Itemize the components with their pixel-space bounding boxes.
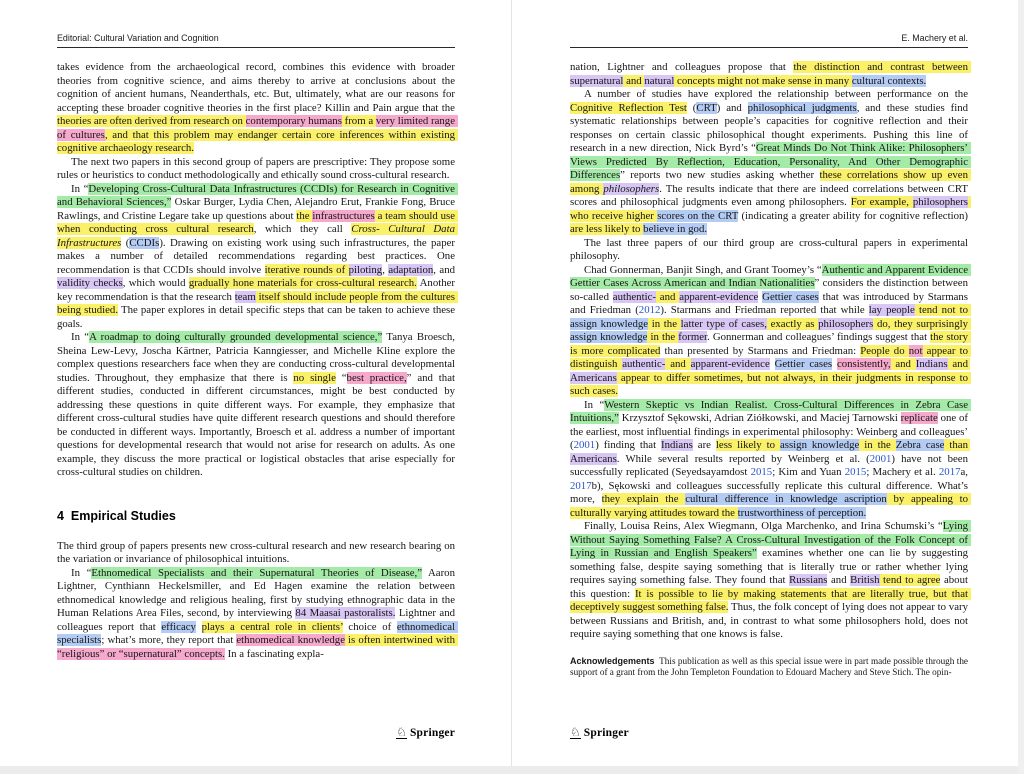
highlighted-text: authentic-	[622, 358, 666, 370]
highlighted-text: cultural difference in knowledge ascription	[685, 493, 887, 505]
text-run: In a fascinating expla-	[224, 647, 324, 660]
highlighted-text: supernatural	[570, 74, 624, 87]
text-run: Tanya Broesch, Sheina Lew-Levy, Joscha Kärtner, Patricia Kanngiesser, and Michelle Kline explore the complex questions researchers face when they are conducting cross-cultural developmental studies. Throughout, they emphasize that there is	[57, 331, 458, 384]
text-run: The next two papers in this second group of papers are prescriptive: They propose some rules or heuristics to conduct methodologically and ethically sound cross-cultural research.	[57, 155, 458, 181]
highlighted-text: and	[655, 290, 680, 303]
text-run: ,	[382, 263, 389, 276]
text-run: The last three papers of our third group are cross-cultural papers in experimental philosophy.	[570, 236, 971, 262]
highlighted-text: very limited range of cultures	[57, 115, 458, 141]
highlighted-text: they explain the	[601, 493, 686, 505]
text-run: Chad Gonnerman, Banjit Singh, and Grant Toomey’s “	[584, 263, 822, 276]
page-right	[512, 0, 1024, 774]
text-run: “	[335, 371, 347, 384]
text-run: , which they call	[253, 223, 352, 235]
highlighted-text: assign knowledge	[570, 317, 649, 330]
highlighted-text: than	[944, 439, 971, 451]
paragraph	[570, 236, 971, 264]
highlighted-text: assign knowledge	[570, 331, 648, 343]
paragraph	[57, 61, 458, 156]
highlighted-text: the	[296, 209, 313, 222]
highlighted-text: tend not to	[914, 304, 971, 316]
highlighted-text: a team should use when conducting cross cultural research	[57, 209, 458, 235]
running-head-right	[570, 33, 968, 44]
acknowledgements-paragraph	[570, 655, 971, 679]
text-run: (indicating a greater ability for cognitive reflection)	[738, 209, 971, 222]
text-run: are	[692, 439, 716, 451]
header-rule-right	[570, 47, 968, 48]
highlighted-text: Western Skeptic vs Indian Realist. Cross-Cultural Differences in Zebra Case Intuitions,”	[570, 398, 971, 424]
highlighted-text: lay people	[868, 304, 915, 316]
highlighted-text: the story is more complicated	[570, 331, 971, 357]
highlighted-text: gradually hone materials for cross-cultural research.	[188, 277, 417, 289]
highlighted-text: concepts might not make sense in many	[674, 74, 852, 87]
highlighted-text: no single	[293, 371, 336, 384]
highlighted-text: Americans	[570, 452, 617, 465]
text-run: , and	[433, 263, 458, 276]
citation-link[interactable]: 2015	[750, 466, 773, 478]
text-run: Thus, the folk concept of lying does not appear to vary between Russians and British, and, in contrast to what some philosophers hold, does not require saying something that one knows is false.	[570, 601, 971, 640]
page-footer-right	[570, 723, 968, 741]
highlighted-text: appear to differ sometimes, but not always, in their judgments in response to such cases.	[570, 371, 971, 397]
highlighted-text: philosophical judgments	[747, 101, 857, 114]
text-run: . While several results reported by Weinberg et al. (	[616, 452, 870, 465]
citation-link[interactable]: 2015	[844, 466, 867, 478]
highlighted-text: Great Minds Do Not Think Alike: Philosophers’ Views Predicted By Reflection, Education, Personality, And Other Demographic Differences	[570, 142, 971, 181]
highlighted-text: tend to agree	[879, 574, 941, 586]
highlighted-text: Indians	[661, 439, 693, 451]
highlighted-text: by appealing to culturally varying attitudes toward the	[570, 493, 971, 519]
highlighted-text: is often intertwined with	[345, 634, 458, 646]
text-run: ; Machery et al.	[866, 466, 939, 478]
highlighted-text: CRT	[696, 101, 717, 114]
text-run: ; what’s more, they report that	[101, 634, 237, 646]
citation-link[interactable]: 2017	[938, 466, 961, 478]
highlighted-text: assign knowledge	[779, 439, 860, 451]
text-run: Krzysztof Sękowski, Adrian Ziółkowski, and Maciej Tarnowski	[618, 412, 901, 424]
highlighted-text: do, they surprisingly	[873, 317, 971, 330]
text-run: . The results indicate that there are indeed correlations between CRT scores and philosophical judgments even among philosophers.	[570, 182, 971, 208]
highlighted-text: in the	[859, 439, 896, 451]
highlighted-text: appear to distinguish	[570, 344, 971, 370]
text-run: takes evidence from the archaeological record, combines this evidence with broader theories from cognitive science, and aims thereby to arrive at conclusions about the cognition of ancient humans, Neanderthals, etc. But, ultimately, what are our reasons for accepting these broader cognitive theories in the first place? Killin and Pain argue that the	[57, 61, 458, 114]
highlighted-text: Gettier cases	[774, 358, 833, 370]
paragraph	[57, 539, 458, 567]
text-run: ; Kim and Yuan	[772, 466, 845, 478]
text-run: A number of studies have explored the relationship between performance on the	[584, 88, 971, 100]
text-run: b), Sękowski and colleagues successfully replicate this cultural difference. What’s more,	[570, 479, 971, 505]
citation-link[interactable]: 2001	[869, 452, 892, 465]
viewer-right-edge	[1018, 0, 1024, 774]
highlighted-text: apparent-evidence	[690, 358, 770, 370]
highlighted-text: Authentic and Apparent Evidence Gettier Cases Across American and Indian Nationalities	[570, 263, 971, 289]
text-run: In “	[71, 331, 90, 343]
highlighted-text: latter type of cases,	[680, 317, 767, 330]
springer-logo-label: Springer	[409, 727, 455, 739]
highlighted-text: ethnomedical knowledge	[236, 634, 345, 646]
text-run: ” reports two new studies asking whether	[620, 169, 820, 181]
text-run: ” and that different studies, conducted in different circumstances, might be best conducted by addressing these questions in quite different ways. For example, they emphasize that different cross-cultural studies have quite different research questions and should therefore be conducted in different ways. Importantly, Broesch et al. address a number of important questions for developmental research that would not arise for research on adults. As one example, they discuss the more practical or logistical obstacles that arise especially for cross-cultural studies on children.	[57, 371, 458, 478]
section-heading: 4 Empirical Studies	[57, 508, 176, 523]
highlighted-text: Cognitive Reflection Test	[570, 101, 687, 114]
highlighted-text: scores on the CRT	[657, 209, 739, 222]
text-run: and	[827, 574, 851, 586]
highlighted-text: Developing Cross-Cultural Data Infrastructures (CCDIs) for Research in Cognitive and Behavioral Sciences,”	[57, 182, 458, 208]
highlighted-text: theories are often derived from research on	[57, 115, 246, 127]
paragraph	[570, 520, 971, 642]
highlighted-text: It is possible to lie by making statements that are literally true, but that deceptively suggest something false.	[570, 587, 971, 613]
text-run: than presented by Starmans and Friedman:	[660, 344, 861, 357]
highlighted-text: Ethnomedical Specialists and their Supernatural Theories of Disease,”	[91, 566, 422, 579]
highlighted-text: Zebra case	[895, 439, 945, 451]
text-run: (	[686, 101, 697, 114]
highlighted-text: and	[623, 74, 645, 87]
viewer-bottom-edge	[0, 766, 1024, 774]
text-run: The third group of papers presents new cross-cultural research and new research bearing on the variation or invariance of philosophical intuitions.	[57, 539, 458, 565]
highlighted-text: “religious” or “supernatural” concepts.	[57, 647, 225, 660]
highlighted-text: in the	[647, 331, 679, 343]
highlighted-text: consistently,	[836, 358, 891, 370]
highlighted-text: efficacy	[161, 620, 196, 633]
highlighted-text: and	[947, 358, 971, 370]
paragraph	[57, 331, 458, 480]
highlighted-text: are less likely to	[570, 223, 644, 235]
highlighted-text: infrastructures	[312, 209, 375, 222]
text-run: Oskar Burger, Lydia Chen, Alejandro Erut, Frankie Fong, Bruce Rawlings, and Cristine Legare take up questions about	[57, 196, 458, 222]
text-run: ) have not been successfully replicated (Seyedsayamdost	[570, 452, 971, 478]
highlighted-text: Americans	[570, 371, 617, 384]
text-run: one of the earliest, most influential findings in experimental philosophy: Weinberg and colleagues’ (	[570, 412, 971, 451]
paragraph	[570, 88, 971, 237]
text-run: about this question:	[570, 574, 971, 600]
springer-logo-icon: ♘	[570, 725, 581, 739]
highlighted-text: iterative rounds of	[264, 263, 349, 276]
text-run: Another key recommendation is that the research	[57, 277, 458, 303]
highlighted-text: authentic-	[612, 290, 656, 303]
highlighted-text: replicate	[900, 412, 938, 424]
text-run: , and these studies find systematic relationships between people’s capacities for cognitive reflection and their responses on certain classic philosophical thought experiments. Pushing this line of research in a new direction, Nick Byrd’s “	[570, 101, 971, 154]
highlighted-text: and	[665, 358, 691, 370]
page-body-left	[57, 61, 458, 661]
highlighted-text: Indians	[915, 358, 948, 370]
citation-link[interactable]: 2001	[573, 439, 596, 451]
highlighted-text: exactly as	[766, 317, 819, 330]
highlighted-text: former	[678, 331, 708, 343]
highlighted-text: the distinction and contrast between	[793, 61, 971, 73]
highlighted-text: contemporary humans	[245, 115, 342, 127]
text-run: ) and	[716, 101, 748, 114]
text-run: ). Starmans and Friedman reported that while	[660, 304, 869, 316]
text-run: This publication as well as this special issue were in part made possible through the support of a grant from the John Templeton Foundation to Edouard Machery and Steve Stich. The opin-	[570, 655, 971, 678]
highlighted-text: itself should include people from the cultures being studied.	[57, 290, 458, 316]
header-rule-left	[57, 47, 455, 48]
highlighted-text: validity checks	[57, 277, 123, 289]
highlighted-text: team	[234, 290, 256, 303]
highlighted-text: philosophers	[912, 196, 969, 208]
highlighted-text: cultural contexts.	[851, 74, 927, 87]
highlighted-text: not	[908, 344, 923, 357]
highlighted-text: Cross- Cultural Data Infrastructures	[57, 223, 458, 249]
highlighted-text: philosophers	[603, 182, 660, 195]
highlighted-text: who receive higher	[570, 196, 971, 222]
highlighted-text: less likely to	[715, 439, 780, 451]
text-run: Lightner and colleagues report that	[57, 607, 458, 633]
text-run: nation, Lightner and colleagues propose that	[570, 61, 794, 73]
text-run: In “	[71, 182, 89, 195]
paragraph	[57, 182, 458, 332]
text-run: In “	[584, 398, 605, 411]
page-body-right	[570, 61, 971, 679]
highlighted-text: adaptation	[388, 263, 434, 276]
highlighted-text: philosophers	[818, 317, 874, 330]
springer-logo-icon: ♘	[396, 725, 407, 739]
highlighted-text: ethnomedical specialists	[57, 620, 458, 646]
running-head-authors: E. Machery et al.	[901, 33, 968, 43]
highlighted-text: in the	[648, 317, 681, 330]
text-run	[770, 358, 775, 370]
text-run: . Gonnerman and colleagues’ findings suggest that	[707, 331, 931, 343]
paragraph	[570, 61, 971, 88]
citation-link[interactable]: 2012	[638, 304, 661, 316]
page-footer-left	[57, 723, 455, 741]
text-run: Aaron Lightner, Cynthiann Heckelsmiller, and Ed Hagen examine the relation between ethnomedical knowledge and religious healing, first by studying ethnographic data in the Human Relations Area Files, second, by interviewing	[57, 566, 458, 619]
text-run: ” considers the distinction between so-called	[570, 277, 971, 303]
text-run: examines whether one can lie by suggesting something false, despite saying something that is literally true or rather whether lying requires saying something false. They found that	[570, 547, 971, 586]
highlighted-text: trustworthiness of perception.	[737, 506, 867, 519]
text-run: that was introduced by Starmans and Friedman (	[570, 290, 971, 316]
text-run: Acknowledgements	[570, 655, 655, 666]
text-run: ) finding that	[595, 439, 662, 451]
highlighted-text: and	[890, 358, 916, 370]
highlighted-text: A roadmap to doing culturally grounded developmental science,”	[89, 331, 383, 343]
text-run: ). Drawing on existing work using such infrastructures, the paper makes a number of detailed recommendations regarding best practices. One recommendation is that CCDIs should involve	[57, 236, 458, 276]
highlighted-text: Gettier cases	[762, 290, 819, 303]
text-run: choice of	[342, 620, 397, 633]
highlighted-text: Lying Without Saying Something False? A Cross-Cultural Investigation of the Folk Concept of Lying in Russian and English Speakers”	[570, 520, 971, 559]
highlighted-text: believe in god.	[643, 223, 708, 235]
highlighted-text: , and that this problem may endanger certain core inferences within existing cognitive archaeology research.	[57, 128, 458, 154]
highlighted-text: CCDIs	[129, 236, 160, 249]
highlighted-text: natural	[644, 74, 675, 87]
highlighted-text: from a	[341, 115, 376, 127]
text-run: Finally, Louisa Reins, Alex Wiegmann, Olga Marchenko, and Irina Schumski’s “	[584, 520, 943, 532]
text-run: a,	[960, 466, 971, 478]
paragraph	[570, 263, 971, 399]
text-run: (	[121, 236, 130, 249]
highlighted-text: For example,	[850, 196, 913, 208]
running-head-left	[57, 33, 455, 44]
running-head-title: Editorial: Cultural Variation and Cognition	[57, 33, 219, 43]
text-run: In “	[71, 566, 92, 579]
highlighted-text: People do	[860, 344, 909, 357]
highlighted-text: best practice,	[346, 371, 407, 384]
highlighted-text: 84 Maasai pastoralists.	[295, 607, 396, 619]
highlighted-text: Russians	[789, 574, 828, 586]
highlighted-text: these correlations show up even among	[570, 169, 971, 195]
springer-logo-label: Springer	[583, 727, 629, 739]
highlighted-text: apparent-evidence	[679, 290, 759, 303]
text-run	[196, 621, 202, 633]
citation-link[interactable]: 2017	[570, 479, 592, 492]
highlighted-text: plays a central role in clients’	[201, 620, 343, 633]
paragraph	[57, 155, 458, 183]
highlighted-text: British	[850, 574, 880, 586]
highlighted-text: piloting	[348, 263, 383, 276]
text-run: , which would	[122, 277, 189, 289]
paragraph	[57, 566, 458, 662]
paragraph	[570, 398, 971, 521]
text-run: The paper explores in detail specific steps that can be taken to achieve these goals.	[57, 304, 458, 330]
